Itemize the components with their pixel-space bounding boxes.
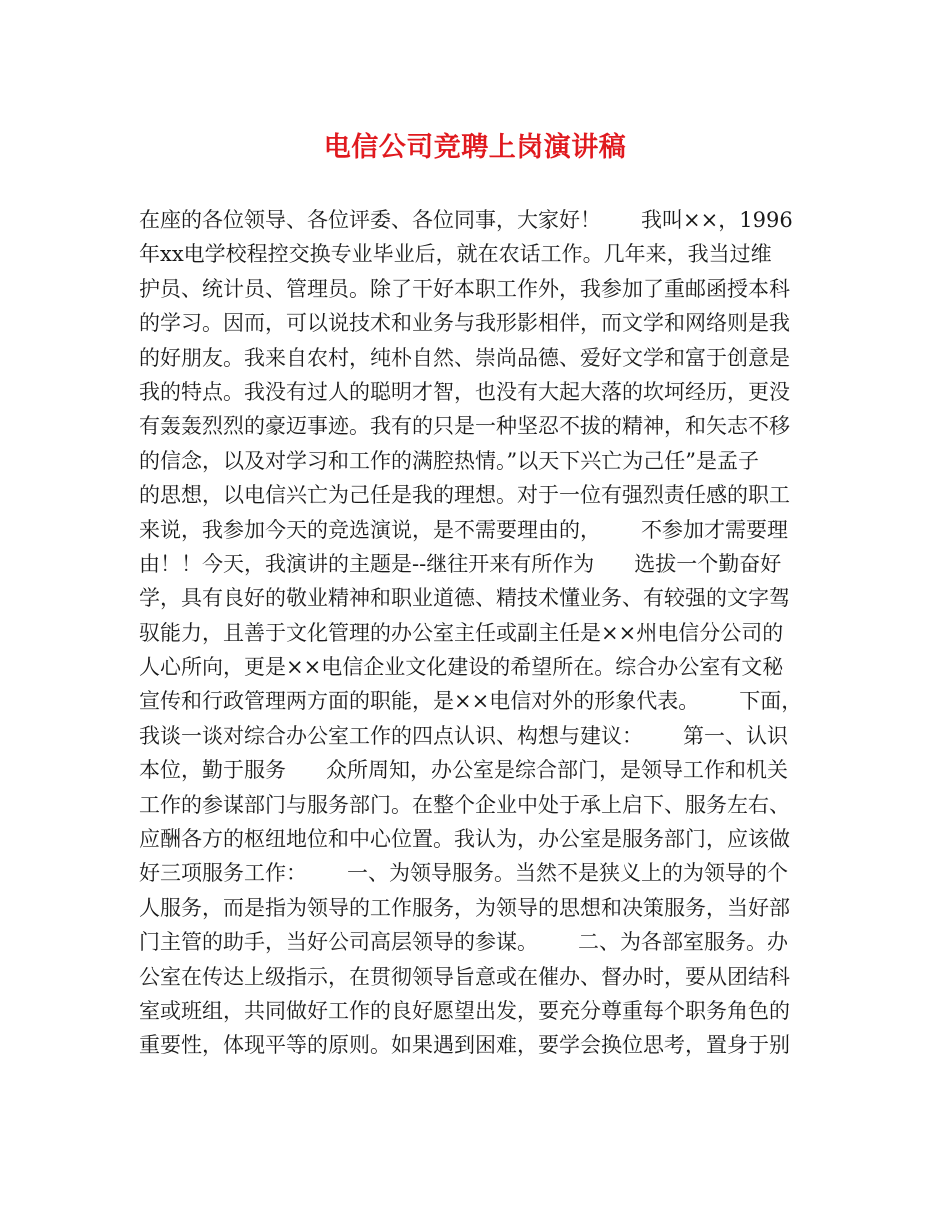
body-text-line: 人服务，而是指为领导的工作服务，为领导的思想和决策服务，当好部 — [139, 895, 790, 920]
body-text-line: 宣传和行政管理两方面的职能，是××电信对外的形象代表。 下面， — [139, 689, 803, 714]
body-text-line: 的信念，以及对学习和工作的满腔热情。”以天下兴亡为己任”是孟子 — [139, 448, 759, 473]
body-text-line: 门主管的助手，当好公司高层领导的参谋。 二、为各部室服务。办 — [139, 930, 789, 955]
body-text-line: 来说，我参加今天的竞选演说，是不需要理由的， 不参加才需要理 — [139, 517, 789, 542]
document-title: 电信公司竞聘上岗演讲稿 — [323, 132, 627, 163]
body-text-line: 驭能力，且善于文化管理的办公室主任或副主任是××州电信分公司的 — [139, 620, 784, 645]
body-text-line: 本位，勤于服务 众所周知，办公室是综合部门，是领导工作和机关 — [139, 758, 789, 783]
body-text-line: 的学习。因而，可以说技术和业务与我形影相伴，而文学和网络则是我 — [139, 311, 790, 336]
body-text-line: 有轰轰烈烈的豪迈事迹。我有的只是一种坚忍不拔的精神，和矢志不移 — [139, 414, 790, 439]
body-text-line: 好三项服务工作： 一、为领导服务。当然不是狭义上的为领导的个 — [139, 861, 789, 886]
body-text-line: 的思想，以电信兴亡为己任是我的理想。对于一位有强烈责任感的职工 — [139, 483, 790, 508]
body-text-line: 由！！今天，我演讲的主题是--继往开来有所作为 选拔一个勤奋好 — [139, 551, 782, 576]
body-text-line: 在座的各位领导、各位评委、各位同事，大家好！ 我叫××，1996 — [139, 208, 793, 232]
body-text-line: 护员、统计员、管理员。除了干好本职工作外，我参加了重邮函授本科 — [139, 276, 790, 301]
body-text-line: 学，具有良好的敬业精神和职业道德、精技术懂业务、有较强的文字驾 — [139, 586, 790, 611]
body-text-line: 工作的参谋部门与服务部门。在整个企业中处于承上启下、服务左右、 — [139, 792, 790, 817]
body-text-line: 年xx电学校程控交换专业毕业后，就在农话工作。几年来，我当过维 — [139, 242, 772, 267]
body-text-line: 人心所向，更是××电信企业文化建设的希望所在。综合办公室有文秘 — [139, 655, 784, 680]
body-text-line: 的好朋友。我来自农村，纯朴自然、崇尚品德、爱好文学和富于创意是 — [139, 345, 790, 370]
body-text-line: 我谈一谈对综合办公室工作的四点认识、构想与建议： 第一、认识 — [139, 723, 789, 748]
body-text-line: 重要性，体现平等的原则。如果遇到困难，要学会换位思考，置身于别 — [139, 1033, 790, 1058]
body-text-line: 公室在传达上级指示，在贯彻领导旨意或在催办、督办时，要从团结科 — [139, 964, 790, 989]
document-body — [139, 203, 819, 1063]
body-text-line: 室或班组，共同做好工作的良好愿望出发，要充分尊重每个职务角色的 — [139, 998, 790, 1023]
body-text-line: 应酬各方的枢纽地位和中心位置。我认为，办公室是服务部门，应该做 — [139, 827, 790, 852]
body-text-line: 我的特点。我没有过人的聪明才智，也没有大起大落的坎坷经历，更没 — [139, 379, 790, 404]
